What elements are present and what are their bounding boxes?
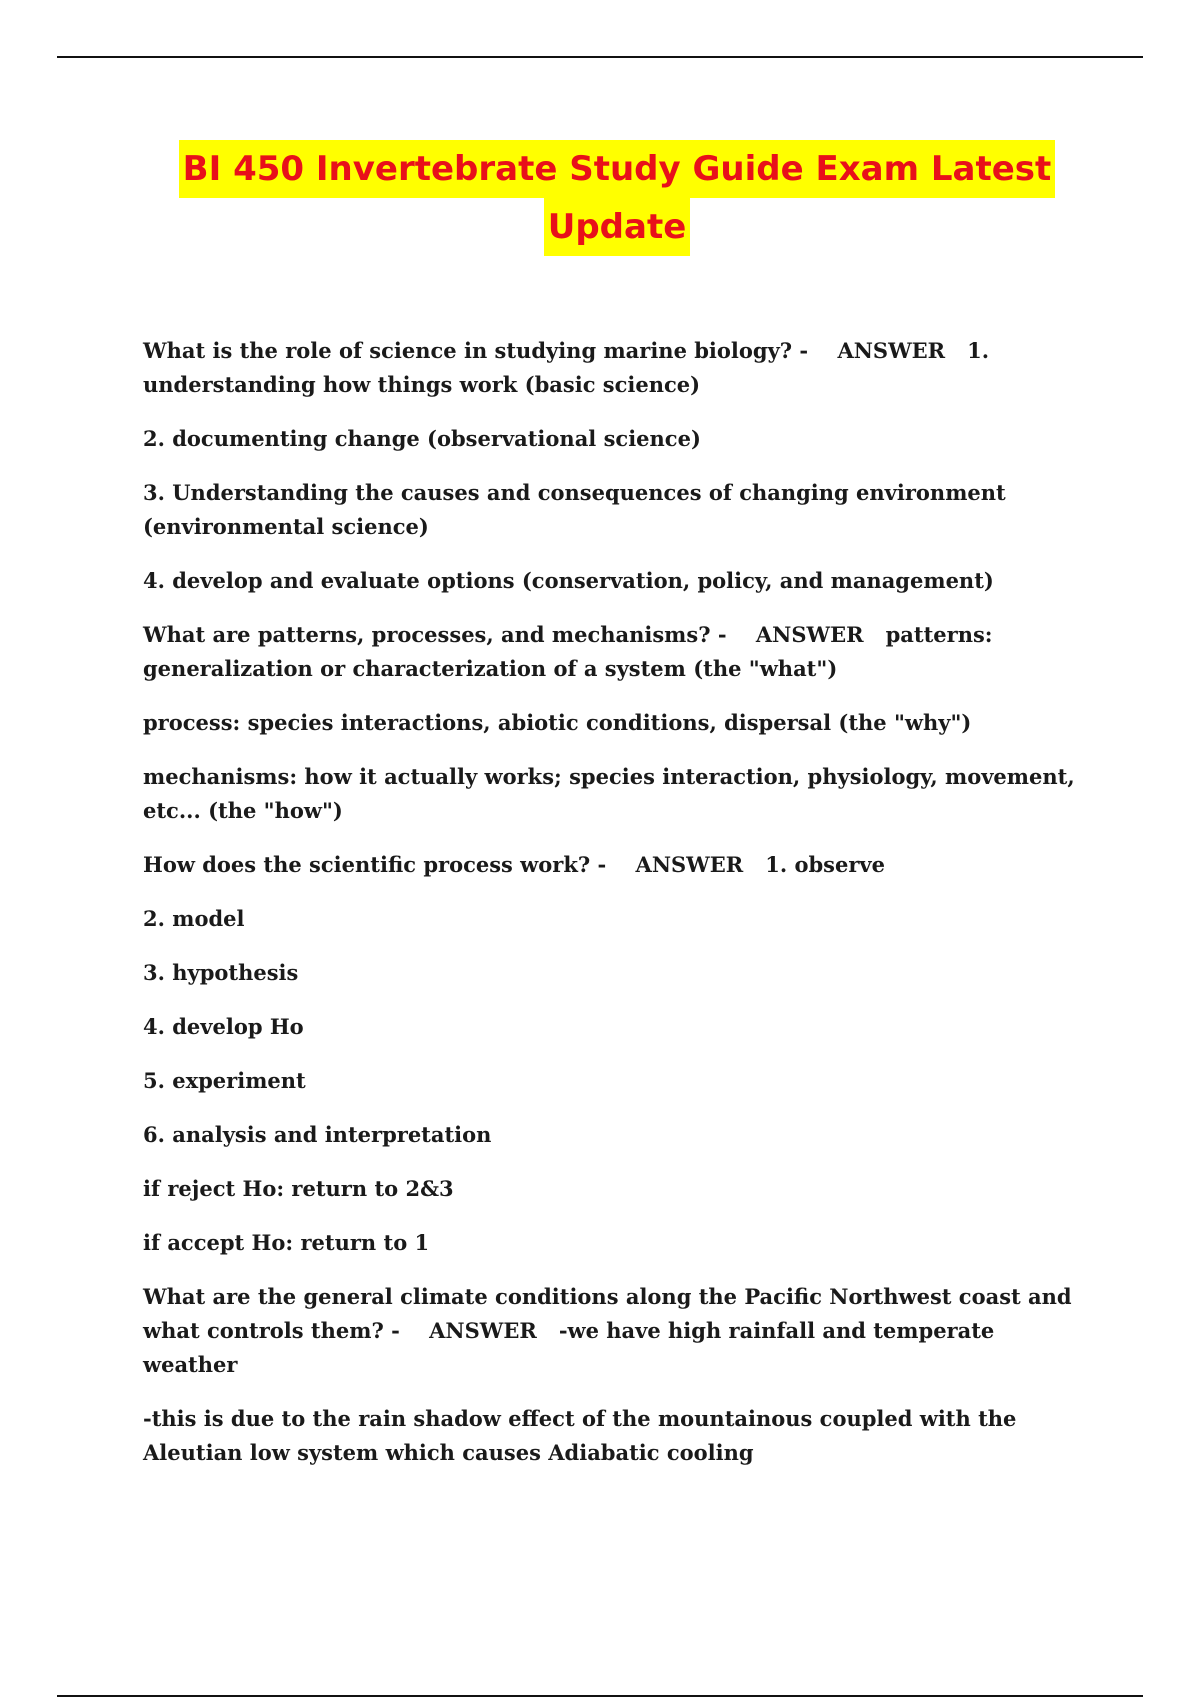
qa-item — [143, 618, 1083, 686]
answer-line: if reject Ho: return to 2&3 — [143, 1176, 454, 1201]
answer-text: 1. understanding how things work (basic science) — [143, 338, 990, 397]
answer-label: ANSWER — [755, 622, 864, 647]
title-line-1: BI 450 Invertebrate Study Guide Exam Latest — [179, 140, 1056, 198]
document-title — [0, 140, 1200, 256]
answer-label: ANSWER — [837, 338, 946, 363]
answer-line: 6. analysis and interpretation — [143, 1122, 492, 1147]
qa-item — [143, 1280, 1083, 1382]
question-text: What are the general climate conditions along the Pacific Northwest coast and what controls them? - — [143, 1284, 1072, 1343]
answer-line: -this is due to the rain shadow effect of the mountainous coupled with the Aleutian low system which causes Adiabatic cooling — [143, 1406, 1017, 1465]
answer-label: ANSWER — [635, 852, 744, 877]
answer-label: ANSWER — [429, 1318, 537, 1343]
footer-rule — [57, 1695, 1143, 1697]
question-text: What are patterns, processes, and mechanisms? - — [143, 622, 727, 647]
answer-text: patterns: generalization or characterization of a system (the "what") — [143, 622, 993, 681]
question-text: How does the scientific process work? - — [143, 852, 607, 877]
answer-line: process: species interactions, abiotic conditions, dispersal (the "why") — [143, 710, 972, 735]
answer-line: 2. documenting change (observational science) — [143, 426, 701, 451]
answer-text: -we have high rainfall and temperate weather — [143, 1318, 995, 1377]
answer-line: 2. model — [143, 906, 245, 931]
answer-line: 4. develop and evaluate options (conservation, policy, and management) — [143, 568, 994, 593]
answer-text: 1. observe — [765, 852, 885, 877]
answer-line: 5. experiment — [143, 1068, 306, 1093]
answer-line: mechanisms: how it actually works; species interaction, physiology, movement, etc... (the "how") — [143, 764, 1075, 823]
answer-line: if accept Ho: return to 1 — [143, 1230, 430, 1255]
qa-item — [143, 848, 1083, 882]
answer-line: 4. develop Ho — [143, 1014, 304, 1039]
qa-item — [143, 334, 1083, 402]
question-text: What is the role of science in studying marine biology? - — [143, 338, 809, 363]
header-rule — [57, 56, 1143, 58]
title-line-2: Update — [544, 198, 691, 256]
answer-line: 3. hypothesis — [143, 960, 299, 985]
document-body — [143, 334, 1083, 1490]
answer-line: 3. Understanding the causes and consequences of changing environment (environmental science) — [143, 480, 1006, 539]
